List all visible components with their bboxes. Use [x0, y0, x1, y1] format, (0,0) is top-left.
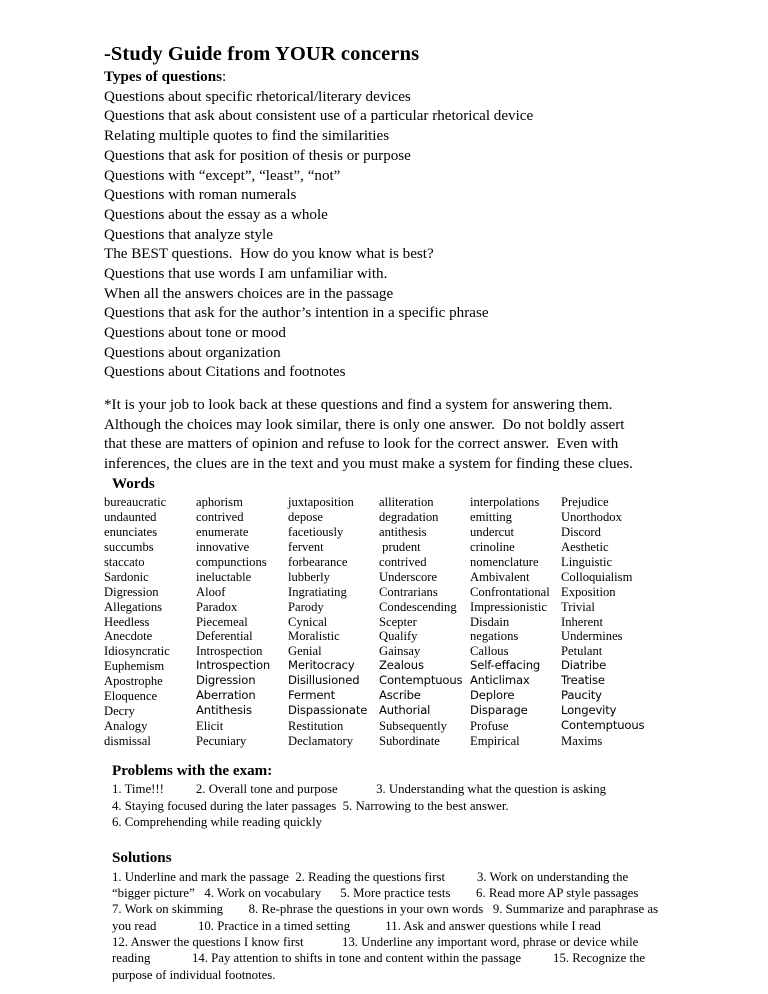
- word-cell: Maxims: [561, 733, 603, 748]
- note-paragraph: [104, 396, 684, 475]
- word-cell: Anticlimax: [470, 673, 530, 688]
- word-cell: crinoline: [470, 540, 515, 555]
- word-cell: Colloquialism: [561, 569, 633, 584]
- word-cell: Euphemism: [104, 659, 165, 674]
- word-cell: Anecdote: [104, 629, 153, 644]
- word-cell: dismissal: [104, 733, 151, 748]
- question-type-item: When all the answers choices are in the passage: [104, 285, 394, 302]
- word-cell: Disdain: [470, 614, 510, 629]
- question-type-item: Questions that analyze style: [104, 226, 273, 243]
- word-cell: Gainsay: [379, 644, 421, 659]
- word-cell: Authorial: [379, 702, 431, 717]
- word-cell: Dispassionate: [288, 702, 368, 717]
- word-cell: Piecemeal: [196, 614, 248, 629]
- problems-heading: Problems with the exam:: [112, 762, 273, 779]
- word-cell: Elicit: [196, 718, 224, 733]
- word-cell: ineluctable: [196, 569, 252, 584]
- word-cell: Qualify: [379, 629, 418, 644]
- word-cell: Introspection: [196, 644, 263, 659]
- word-cell: Discord: [561, 525, 601, 540]
- word-cell: Longevity: [561, 702, 617, 717]
- solutions-line: “bigger picture” 4. Work on vocabulary 5. More practice tests 6. Read more AP style passages: [112, 886, 639, 901]
- word-cell: Digression: [196, 673, 256, 688]
- solutions-heading: Solutions: [112, 850, 172, 867]
- solutions-line: you read 10. Practice in a timed setting 11. Ask and answer questions while I read: [112, 918, 601, 933]
- word-cell: Diatribe: [561, 658, 607, 673]
- word-cell: Disparage: [470, 702, 528, 717]
- word-cell: lubberly: [288, 569, 330, 584]
- question-type-item: Questions about tone or mood: [104, 325, 286, 342]
- question-type-item: Questions that ask for the author’s intention in a specific phrase: [104, 305, 489, 322]
- word-cell: Profuse: [470, 718, 509, 733]
- word-cell: Inherent: [561, 614, 603, 629]
- word-cell: Antithesis: [196, 702, 252, 717]
- word-cell: facetiously: [288, 525, 344, 540]
- word-cell: Disillusioned: [288, 673, 360, 688]
- word-cell: Paradox: [196, 599, 238, 614]
- spacer-after-words: [104, 749, 684, 762]
- words-grid: [104, 495, 684, 748]
- word-cell: juxtaposition: [288, 495, 354, 510]
- types-of-questions-label: Types of questions: [104, 69, 222, 86]
- word-cell: alliteration: [379, 495, 434, 510]
- question-type-item: Questions with “except”, “least”, “not”: [104, 167, 341, 184]
- page-title: -Study Guide from YOUR concerns: [104, 43, 420, 65]
- question-type-item: Questions with roman numerals: [104, 187, 297, 204]
- word-cell: nomenclature: [470, 555, 539, 570]
- question-type-item: Questions about organization: [104, 344, 281, 361]
- question-type-item: Questions about Citations and footnotes: [104, 364, 346, 381]
- word-cell: Contemptuous: [561, 717, 645, 732]
- note-paragraph-line: *It is your job to look back at these questions and find a system for answering them.: [104, 397, 613, 414]
- word-cell: fervent: [288, 540, 324, 555]
- problems-line: 1. Time!!! 2. Overall tone and purpose 3. Understanding what the question is asking: [112, 782, 607, 797]
- word-cell: Ferment: [288, 688, 336, 703]
- question-type-item: Relating multiple quotes to find the similarities: [104, 128, 390, 145]
- word-cell: Moralistic: [288, 629, 340, 644]
- word-cell: Callous: [470, 644, 509, 659]
- word-cell: Aloof: [196, 584, 226, 599]
- word-cell: undaunted: [104, 510, 157, 525]
- solutions-line: 12. Answer the questions I know first 13. Underline any important word, phrase or device while: [112, 935, 639, 950]
- word-cell: Aberration: [196, 688, 256, 703]
- word-cell: undercut: [470, 525, 515, 540]
- word-cell: Eloquence: [104, 689, 158, 704]
- word-cell: Scepter: [379, 614, 417, 629]
- word-cell: Contrarians: [379, 584, 438, 599]
- word-cell: Introspection: [196, 658, 271, 673]
- word-cell: aphorism: [196, 495, 243, 510]
- problems-line: 6. Comprehending while reading quickly: [112, 814, 323, 829]
- word-cell: Ascribe: [379, 688, 421, 703]
- question-types-list: [104, 88, 684, 383]
- types-of-questions-heading: [104, 68, 684, 88]
- word-cell: Zealous: [379, 658, 424, 673]
- word-cell: Idiosyncratic: [104, 644, 170, 659]
- words-heading: Words: [112, 475, 155, 492]
- word-cell: Petulant: [561, 644, 603, 659]
- word-cell: Impressionistic: [470, 599, 547, 614]
- word-cell: antithesis: [379, 525, 427, 540]
- word-cell: succumbs: [104, 540, 154, 555]
- word-cell: contrived: [379, 555, 427, 570]
- word-cell: Digression: [104, 584, 159, 599]
- word-cell: Decry: [104, 703, 135, 718]
- problems-line: 4. Staying focused during the later passages 5. Narrowing to the best answer.: [112, 798, 509, 813]
- word-cell: bureaucratic: [104, 495, 167, 510]
- word-cell: compunctions: [196, 555, 267, 570]
- word-cell: Allegations: [104, 599, 163, 614]
- solutions-line: 1. Underline and mark the passage 2. Reading the questions first 3. Work on understanding the: [112, 869, 629, 884]
- word-cell: Paucity: [561, 688, 602, 703]
- word-cell: Deplore: [470, 688, 515, 703]
- word-cell: Linguistic: [561, 555, 613, 570]
- question-type-item: Questions about specific rhetorical/literary devices: [104, 88, 411, 105]
- question-type-item: Questions that ask about consistent use of a particular rhetorical device: [104, 108, 534, 125]
- word-cell: emitting: [470, 510, 512, 525]
- word-cell: Prejudice: [561, 495, 609, 510]
- problems-list: [104, 781, 684, 830]
- solutions-list: [104, 869, 684, 983]
- question-type-item: Questions that ask for position of thesis or purpose: [104, 147, 411, 164]
- word-cell: Exposition: [561, 584, 616, 599]
- word-cell: interpolations: [470, 495, 540, 510]
- word-cell: Apostrophe: [104, 674, 163, 689]
- word-cell: degradation: [379, 510, 439, 525]
- word-cell: Analogy: [104, 718, 148, 733]
- word-cell: Treatise: [561, 673, 605, 688]
- word-cell: enunciates: [104, 525, 158, 540]
- word-cell: Aesthetic: [561, 540, 609, 555]
- word-cell: Unorthodox: [561, 510, 622, 525]
- word-cell: Deferential: [196, 629, 253, 644]
- word-cell: Parody: [288, 599, 324, 614]
- word-cell: Contemptuous: [379, 673, 463, 688]
- word-cell: Declamatory: [288, 733, 354, 748]
- word-cell: Subordinate: [379, 733, 440, 748]
- document-body: [104, 42, 684, 983]
- word-cell: Undermines: [561, 629, 623, 644]
- word-cell: Genial: [288, 644, 322, 659]
- word-cell: Ingratiating: [288, 584, 347, 599]
- question-type-item: Questions that use words I am unfamiliar with.: [104, 265, 388, 282]
- types-of-questions-colon: :: [221, 69, 227, 86]
- word-cell: innovative: [196, 540, 250, 555]
- solutions-line: 7. Work on skimming 8. Re-phrase the questions in your own words 9. Summarize and paraphrase as: [112, 902, 659, 917]
- word-cell: staccato: [104, 555, 145, 570]
- word-cell: negations: [470, 629, 519, 644]
- word-cell: contrived: [196, 510, 244, 525]
- word-cell: Self-effacing: [470, 658, 541, 673]
- word-cell: Trivial: [561, 599, 595, 614]
- solutions-line: purpose of individual footnotes.: [112, 967, 276, 982]
- spacer-after-problems: [104, 830, 684, 843]
- question-type-item: The BEST questions. How do you know what is best?: [104, 246, 434, 263]
- word-cell: Pecuniary: [196, 733, 247, 748]
- spacer-after-question-types: [104, 383, 684, 396]
- note-paragraph-line: Although the choices may look similar, there is only one answer. Do not boldly assert: [104, 416, 625, 433]
- note-paragraph-line: that these are matters of opinion and refuse to look for the correct answer. Even with: [104, 436, 619, 453]
- word-cell: depose: [288, 510, 323, 525]
- word-cell: enumerate: [196, 525, 249, 540]
- word-cell: Heedless: [104, 614, 150, 629]
- word-cell: Confrontational: [470, 584, 550, 599]
- word-cell: Restitution: [288, 718, 344, 733]
- word-cell: Sardonic: [104, 569, 149, 584]
- question-type-item: Questions about the essay as a whole: [104, 206, 328, 223]
- word-cell: Empirical: [470, 733, 520, 748]
- word-cell: Underscore: [379, 569, 438, 584]
- word-cell: Condescending: [379, 599, 457, 614]
- note-paragraph-line: inferences, the clues are in the text and you must make a system for finding these clues.: [104, 456, 633, 473]
- word-cell: prudent: [379, 540, 421, 555]
- solutions-line: reading 14. Pay attention to shifts in tone and content within the passage 15. Recognize the: [112, 951, 646, 966]
- word-cell: Cynical: [288, 614, 328, 629]
- word-cell: Meritocracy: [288, 658, 355, 673]
- word-cell: forbearance: [288, 555, 348, 570]
- word-cell: Ambivalent: [470, 569, 530, 584]
- word-cell: Subsequently: [379, 718, 447, 733]
